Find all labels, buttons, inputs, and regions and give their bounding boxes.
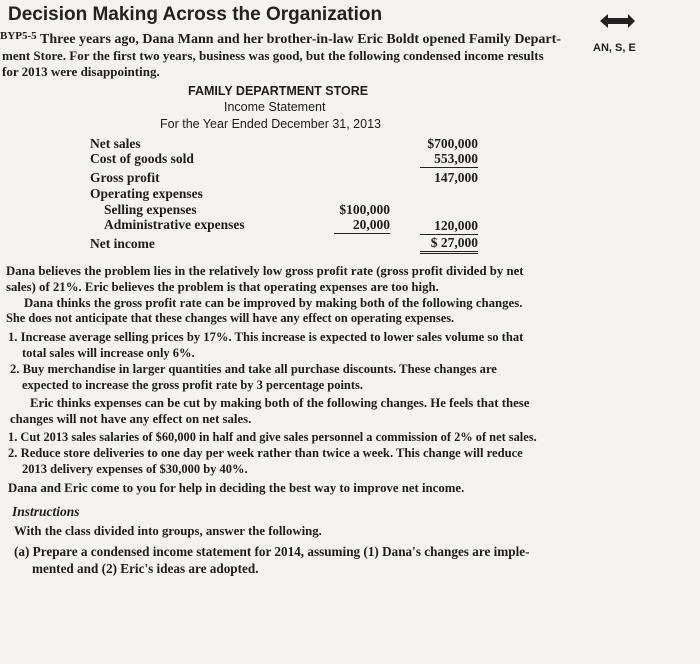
intro-line-3: for 2013 were disappointing.: [2, 64, 160, 79]
eric-item-2a: 2. Reduce store deliveries to one day per week rather than twice a week. This change will reduce: [8, 446, 523, 460]
instructions-heading: Instructions: [12, 504, 80, 519]
dana-item-1b: total sales will increase only 6%.: [22, 346, 195, 360]
row-col2: 147,000: [434, 170, 478, 185]
statement-company: FAMILY DEPARTMENT STORE: [188, 84, 369, 98]
skill-tags: AN, S, E: [593, 42, 636, 54]
row-label: Net income: [90, 236, 155, 251]
row-label: Cost of goods sold: [90, 151, 194, 166]
instructions-item-a2: mented and (2) Eric's ideas are adopted.: [32, 561, 259, 576]
instructions-line-1: With the class divided into groups, answer the following.: [14, 524, 322, 538]
intro-line-1: Three years ago, Dana Mann and her brother-in-law Eric Boldt opened Family Depart-: [40, 32, 561, 47]
row-label: Gross profit: [90, 170, 160, 185]
row-col1: $100,000: [339, 202, 390, 217]
row-label: Administrative expenses: [104, 217, 245, 232]
eric-closing: Dana and Eric come to you for help in deciding the best way to improve net income.: [8, 481, 465, 495]
row-label: Selling expenses: [104, 202, 197, 217]
dana-line-4: She does not anticipate that these changes will have any effect on operating expenses.: [6, 311, 455, 325]
row-col2: $700,000: [427, 136, 478, 151]
eric-line-2: changes will not have any effect on net sales.: [10, 412, 252, 426]
row-label: Net sales: [90, 136, 141, 151]
row-col2: 553,000: [420, 151, 478, 168]
dana-item-2a: 2. Buy merchandise in larger quantities and take all purchase discounts. These changes are: [10, 362, 497, 376]
exercise-code: BYP5-5: [0, 30, 37, 42]
row-col1: 20,000: [334, 217, 390, 234]
intro-line-2: ment Store. For the first two years, business was good, but the following condensed income results: [2, 48, 544, 63]
eric-item-1: 1. Cut 2013 sales salaries of $60,000 in half and give sales personnel a commission of 2% of net sales.: [8, 430, 537, 444]
dana-line-3: Dana thinks the gross profit rate can be improved by making both of the following changes.: [24, 296, 523, 310]
dana-line-1: Dana believes the problem lies in the relatively low gross profit rate (gross profit divided by net: [6, 264, 524, 278]
row-col2: 120,000: [420, 218, 478, 235]
eric-line-1: Eric thinks expenses can be cut by making both of the following changes. He feels that these: [30, 396, 530, 410]
instructions-item-a1: (a) Prepare a condensed income statement for 2014, assuming (1) Dana's changes are imple-: [14, 544, 530, 559]
statement-name: Income Statement: [224, 100, 326, 114]
statement-period: For the Year Ended December 31, 2013: [160, 117, 381, 131]
dana-line-2: sales) of 21%. Eric believes the problem is that operating expenses are too high.: [6, 280, 439, 294]
dana-item-2b: expected to increase the gross profit rate by 3 percentage points.: [22, 378, 364, 392]
arrow-icon: [598, 12, 636, 30]
row-col2: $ 27,000: [420, 235, 478, 254]
eric-item-2b: 2013 delivery expenses of $30,000 by 40%.: [22, 462, 248, 476]
row-label: Operating expenses: [90, 186, 203, 201]
section-title: Decision Making Across the Organization: [8, 4, 383, 25]
dana-item-1a: 1. Increase average selling prices by 17%. This increase is expected to lower sales volume so that: [8, 330, 524, 344]
